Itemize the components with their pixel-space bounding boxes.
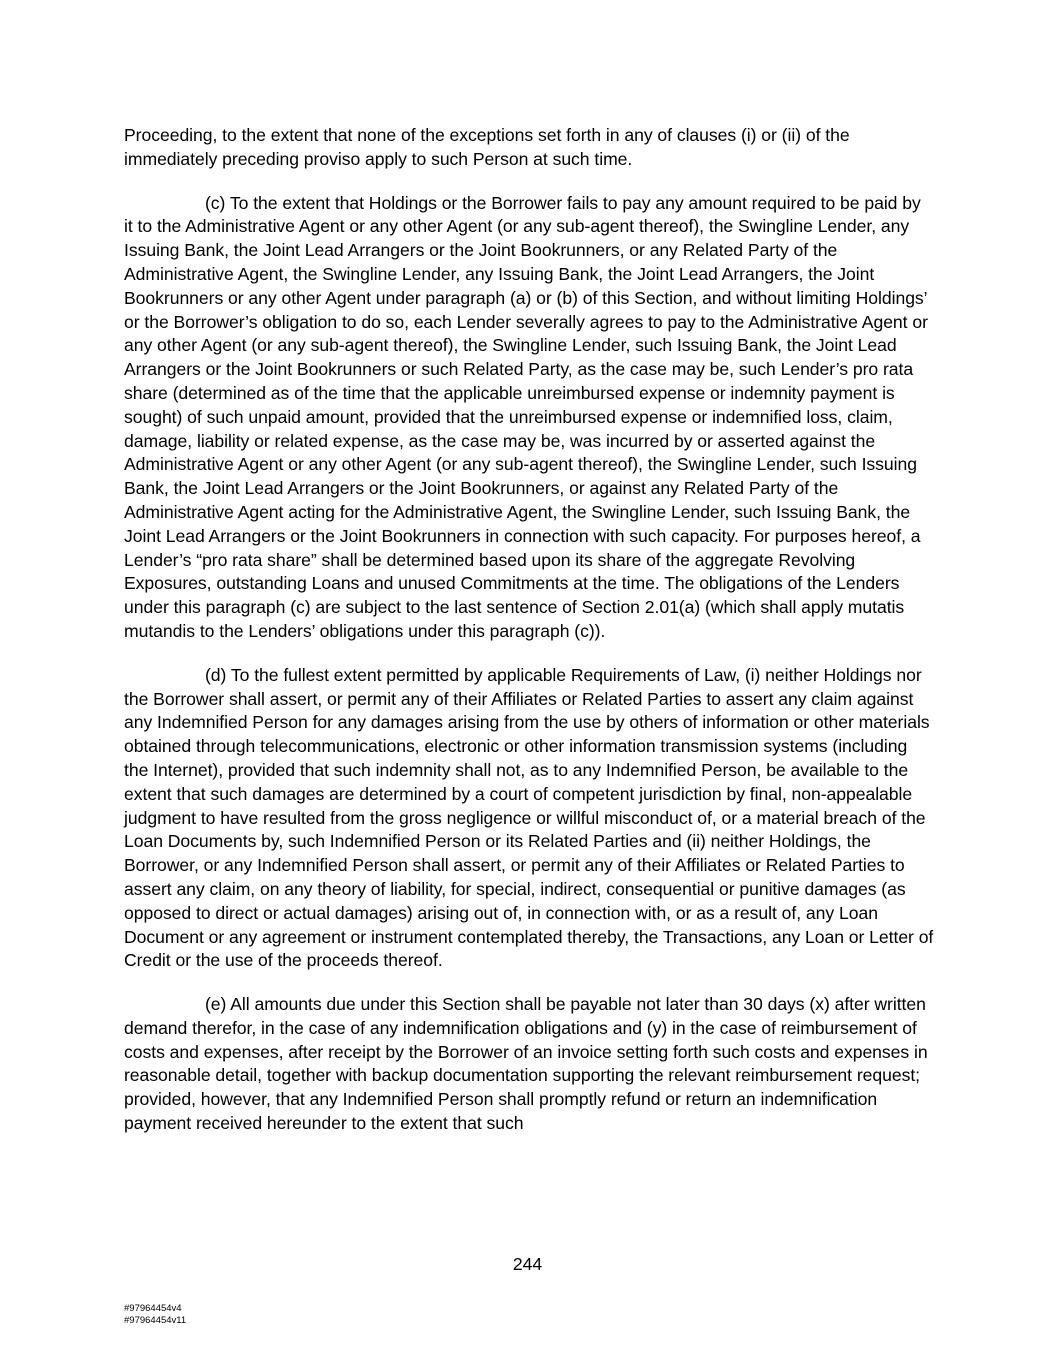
document-identifiers bbox=[124, 1303, 186, 1327]
paragraph-d: (d) To the fullest extent permitted by applicable Requirements of Law, (i) neither Holdings nor the Borrower shall assert, or permit any of their Affiliates or Related Parties to assert any claim against any Indemnified Person for any damages arising from the use by others of information or other materials obtained through telecommunications, electronic or other information transmission systems (including the Internet), provided that such indemnity shall not, as to any Indemnified Person, be available to the extent that such damages are determined by a court of competent jurisdiction by final, non-appealable judgment to have resulted from the gross negligence or willful misconduct of, or a material breach of the Loan Documents by, such Indemnified Person or its Related Parties and (ii) neither Holdings, the Borrower, or any Indemnified Person shall assert, or permit any of their Affiliates or Related Parties to assert any claim, on any theory of liability, for special, indirect, consequential or punitive damages (as opposed to direct or actual damages) arising out of, in connection with, or as a result of, any Loan Document or any agreement or instrument contemplated thereby, the Transactions, any Loan or Letter of Credit or the use of the proceeds thereof. bbox=[124, 664, 934, 971]
paragraph-c: (c) To the extent that Holdings or the Borrower fails to pay any amount required to be paid by it to the Administrative Agent or any other Agent (or any sub-agent thereof), the Swingline Lender, any Issuing Bank, the Joint Lead Arrangers or the Joint Bookrunners, or any Related Party of the Administrative Agent, the Swingline Lender, any Issuing Bank, the Joint Lead Arrangers, the Joint Bookrunners or any other Agent under paragraph (a) or (b) of this Section, and without limiting Holdings’ or the Borrower’s obligation to do so, each Lender severally agrees to pay to the Administrative Agent or any other Agent (or any sub-agent thereof), the Swingline Lender, such Issuing Bank, the Joint Lead Arrangers or the Joint Bookrunners or such Related Party, as the case may be, such Lender’s pro rata share (determined as of the time that the applicable unreimbursed expense or indemnity payment is sought) of such unpaid amount, provided that the unreimbursed expense or indemnified loss, claim, damage, liability or related expense, as the case may be, was incurred by or asserted against the Administrative Agent or any other Agent (or any sub-agent thereof), the Swingline Lender, such Issuing Bank, the Joint Lead Arrangers or the Joint Bookrunners, or against any Related Party of the Administrative Agent acting for the Administrative Agent, the Swingline Lender, such Issuing Bank, the Joint Lead Arrangers or the Joint Bookrunners in connection with such capacity. For purposes hereof, a Lender’s “pro rata share” shall be determined based upon its share of the aggregate Revolving Exposures, outstanding Loans and unused Commitments at the time. The obligations of the Lenders under this paragraph (c) are subject to the last sentence of Section 2.01(a) (which shall apply mutatis mutandis to the Lenders’ obligations under this paragraph (c)). bbox=[124, 192, 928, 641]
document-id: #97964454v4 bbox=[124, 1303, 182, 1314]
paragraph-continuation: Proceeding, to the extent that none of the exceptions set forth in any of clauses (i) or (ii) of the immediately preceding proviso apply to such Person at such time. bbox=[124, 125, 850, 169]
document-body bbox=[124, 124, 934, 1156]
page-number: 244 bbox=[512, 1254, 543, 1274]
paragraph-e: (e) All amounts due under this Section shall be payable not later than 30 days (x) after written demand therefor, in the case of any indemnification obligations and (y) in the case of reimbursement of costs and expenses, after receipt by the Borrower of an invoice setting forth such costs and expenses in reasonable detail, together with backup documentation supporting the relevant reimbursement request; provided, however, that any Indemnified Person shall promptly refund or return an indemnification payment received hereunder to the extent that such bbox=[124, 994, 928, 1134]
document-id: #97964454v11 bbox=[124, 1315, 187, 1326]
